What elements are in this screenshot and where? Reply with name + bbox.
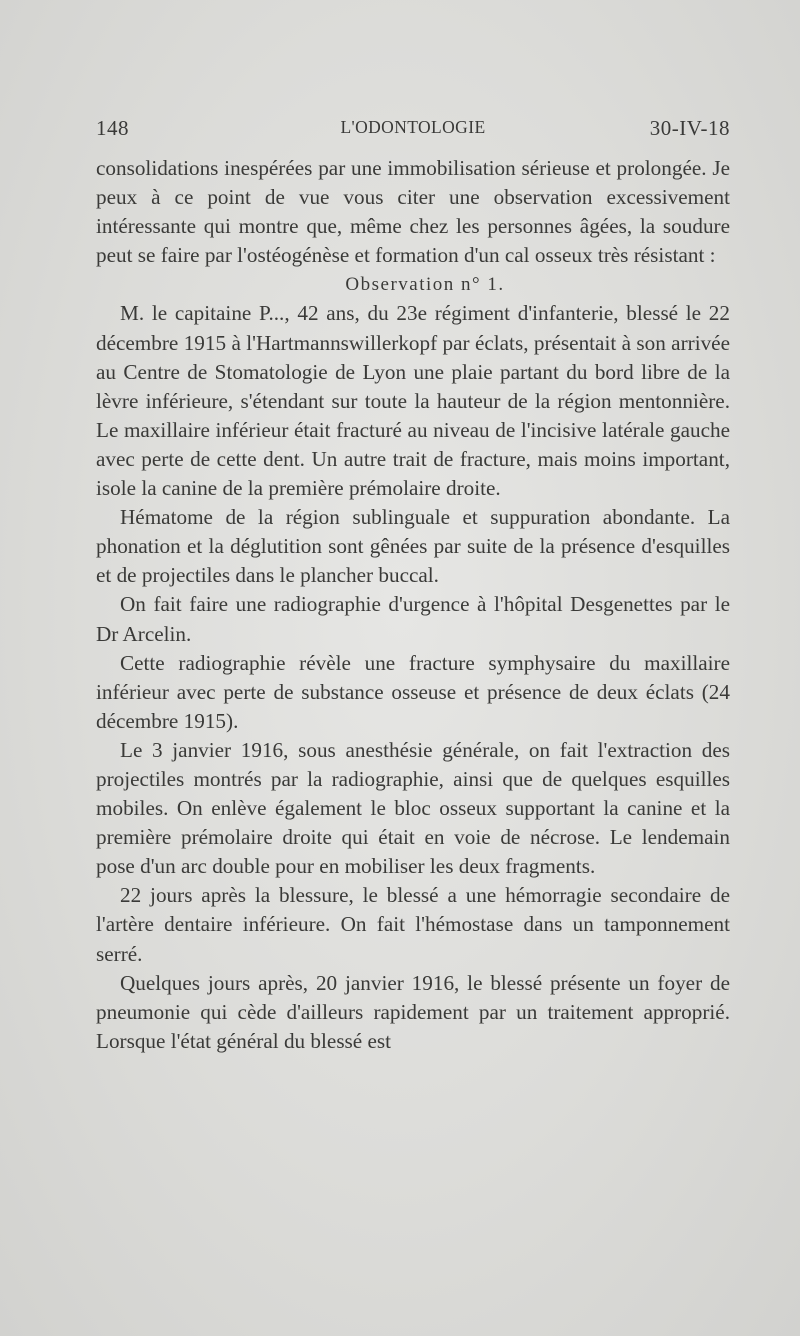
paragraph-continuation: consolidations inespérées par une immobilisation sérieuse et prolongée. Je peux à ce point de vue vous citer une observation excessivement intéressante qui montre que, même chez les personnes âgées, la soudure peut se faire par l'ostéogénèse et formation d'un cal osseux très résistant :	[96, 156, 730, 268]
paragraph-extraction: Le 3 janvier 1916, sous anesthésie générale, on fait l'extraction des projectiles montrés par la radiographie, ainsi que de quelques esquilles mobiles. On enlève également le bloc osseux supportant la canine et la première prémolaire droite qui était en voie de nécrose. Le lendemain pose d'un arc double pour en mobiliser les deux fragments.	[96, 737, 730, 879]
paragraph-radiography-result: Cette radiographie révèle une fracture symphysaire du maxillaire inférieur avec perte de substance osseuse et présence de deux éclats (24 décembre 1915).	[96, 650, 730, 733]
paragraph-radiography: On fait faire une radiographie d'urgence à l'hôpital Desgenettes par le Dr Arcelin.	[96, 592, 730, 646]
body-text	[96, 154, 730, 1056]
paragraph-pneumonia: Quelques jours après, 20 janvier 1916, le blessé présente un foyer de pneumonie qui cède d'ailleurs rapidement par un traitement approprié. Lorsque l'état général du blessé est	[96, 970, 730, 1053]
paragraph-case-description: M. le capitaine P..., 42 ans, du 23e régiment d'infanterie, blessé le 22 décembre 1915 à l'Hartmannswillerkopf par éclats, présentait à son arrivée au Centre de Stomatologie de Lyon une plaie partant du bord libre de la lèvre inférieure, s'étendant sur toute la hauteur de la région mentonnière. Le maxillaire inférieur était fracturé au niveau de l'incisive latérale gauche avec perte de cette dent. Un autre trait de fracture, mais moins important, isole la canine de la première prémolaire droite.	[96, 301, 730, 501]
paragraph-hemorrhage: 22 jours après la blessure, le blessé a une hémorragie secondaire de l'artère dentaire inférieure. On fait l'hémostase dans un tamponnement serré.	[96, 883, 730, 966]
journal-title: L'ODONTOLOGIE	[340, 117, 486, 137]
page-number: 148	[96, 116, 129, 140]
running-head	[96, 116, 730, 146]
issue-date: 30-IV-18	[649, 116, 730, 140]
observation-heading: Observation n° 1.	[345, 274, 505, 296]
paragraph-hematoma: Hématome de la région sublinguale et suppuration abondante. La phonation et la déglutition sont gênées par suite de la présence d'esquilles et de projectiles dans le plancher buccal.	[96, 505, 730, 588]
